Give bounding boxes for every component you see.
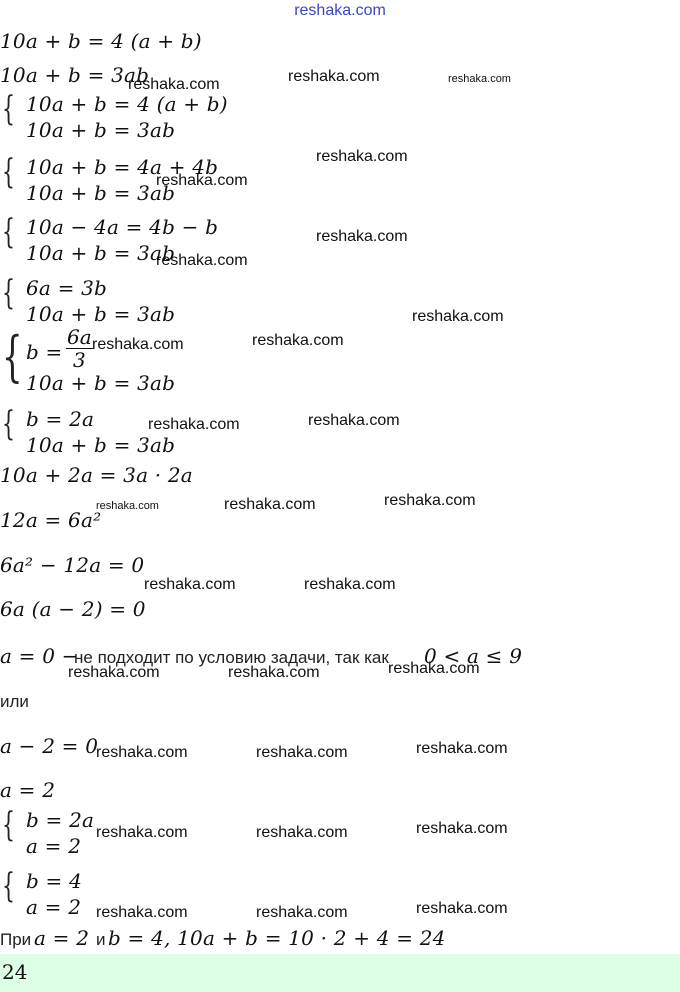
watermark: reshaka.com: [68, 664, 160, 681]
system-6-line-1: b = 2a: [26, 407, 95, 431]
site-header-link[interactable]: reshaka.com: [294, 2, 386, 19]
watermark: reshaka.com: [96, 744, 188, 761]
watermark: reshaka.com: [388, 660, 480, 677]
fraction-numerator: 6a: [67, 325, 92, 349]
system-brace: {: [2, 325, 23, 388]
equation-line-4: 12a = 6a²: [0, 508, 102, 532]
system-4-line-1: 6a = 3b: [26, 276, 108, 300]
system-6-line-2: 10a + b = 3ab: [26, 433, 176, 457]
watermark: reshaka.com: [288, 68, 380, 85]
equation-line-8: a − 2 = 0: [0, 734, 99, 758]
system-brace: {: [2, 866, 15, 906]
system-brace: {: [2, 212, 15, 252]
system-7-line-2: a = 2: [26, 834, 82, 858]
watermark: reshaka.com: [252, 332, 344, 349]
final-prefix: При: [0, 930, 32, 949]
watermark: reshaka.com: [416, 820, 508, 837]
watermark: reshaka.com: [96, 500, 159, 512]
fraction-denominator: 3: [72, 348, 86, 372]
system-brace: {: [2, 404, 15, 444]
condition-text: не подходит по условию задачи, так как: [74, 648, 389, 667]
system-8-line-1: b = 4: [26, 869, 82, 893]
watermark: reshaka.com: [144, 576, 236, 593]
watermark: reshaka.com: [304, 576, 396, 593]
watermark: reshaka.com: [96, 904, 188, 921]
watermark: reshaka.com: [148, 416, 240, 433]
watermark: reshaka.com: [228, 664, 320, 681]
system-3-line-2: 10a + b = 3ab: [26, 241, 176, 265]
answer-value: 24: [2, 960, 28, 984]
system-3-line-1: 10a − 4a = 4b − b: [26, 215, 219, 239]
system-5-line-2: 10a + b = 3ab: [26, 371, 176, 395]
watermark: reshaka.com: [256, 904, 348, 921]
system-2-line-2: 10a + b = 3ab: [26, 181, 176, 205]
final-a: a = 2: [34, 926, 90, 950]
watermark: reshaka.com: [316, 228, 408, 245]
condition-range: 0 < a ≤ 9: [424, 644, 523, 668]
watermark: reshaka.com: [412, 308, 504, 325]
system-brace: {: [2, 273, 15, 313]
fraction: [66, 326, 93, 371]
equation-line-6: 6a (a − 2) = 0: [0, 597, 146, 621]
final-and: и: [96, 930, 106, 949]
watermark: reshaka.com: [156, 252, 248, 269]
system-brace: {: [2, 152, 15, 192]
watermark: reshaka.com: [256, 744, 348, 761]
equation-line-1: 10a + b = 4 (a + b): [0, 29, 202, 53]
system-brace: {: [2, 805, 15, 845]
equation-line-5: 6a² − 12a = 0: [0, 553, 145, 577]
watermark: reshaka.com: [416, 900, 508, 917]
watermark: reshaka.com: [416, 740, 508, 757]
watermark: reshaka.com: [316, 148, 408, 165]
watermark: reshaka.com: [128, 76, 220, 93]
system-5-line-1-left: b =: [26, 340, 63, 364]
watermark: reshaka.com: [224, 496, 316, 513]
watermark: reshaka.com: [96, 824, 188, 841]
system-1-line-1: 10a + b = 4 (a + b): [26, 92, 228, 116]
watermark: reshaka.com: [308, 412, 400, 429]
watermark: reshaka.com: [156, 172, 248, 189]
equation-line-9: a = 2: [0, 778, 56, 802]
system-2-line-1: 10a + b = 4a + 4b: [26, 155, 219, 179]
watermark: reshaka.com: [448, 73, 511, 85]
system-7-line-1: b = 2a: [26, 808, 95, 832]
system-brace: {: [2, 89, 15, 129]
equation-line-3: 10a + 2a = 3a · 2a: [0, 463, 193, 487]
system-4-line-2: 10a + b = 3ab: [26, 302, 176, 326]
system-8-line-2: a = 2: [26, 895, 82, 919]
or-text: или: [0, 692, 29, 711]
watermark: reshaka.com: [92, 336, 184, 353]
watermark: reshaka.com: [384, 492, 476, 509]
answer-box: [0, 954, 680, 992]
equation-line-2: 10a + b = 3ab: [0, 63, 150, 87]
watermark: reshaka.com: [256, 824, 348, 841]
condition-math: a = 0 −: [0, 644, 79, 668]
final-b-expression: b = 4, 10a + b = 10 · 2 + 4 = 24: [108, 926, 446, 950]
system-1-line-2: 10a + b = 3ab: [26, 118, 176, 142]
